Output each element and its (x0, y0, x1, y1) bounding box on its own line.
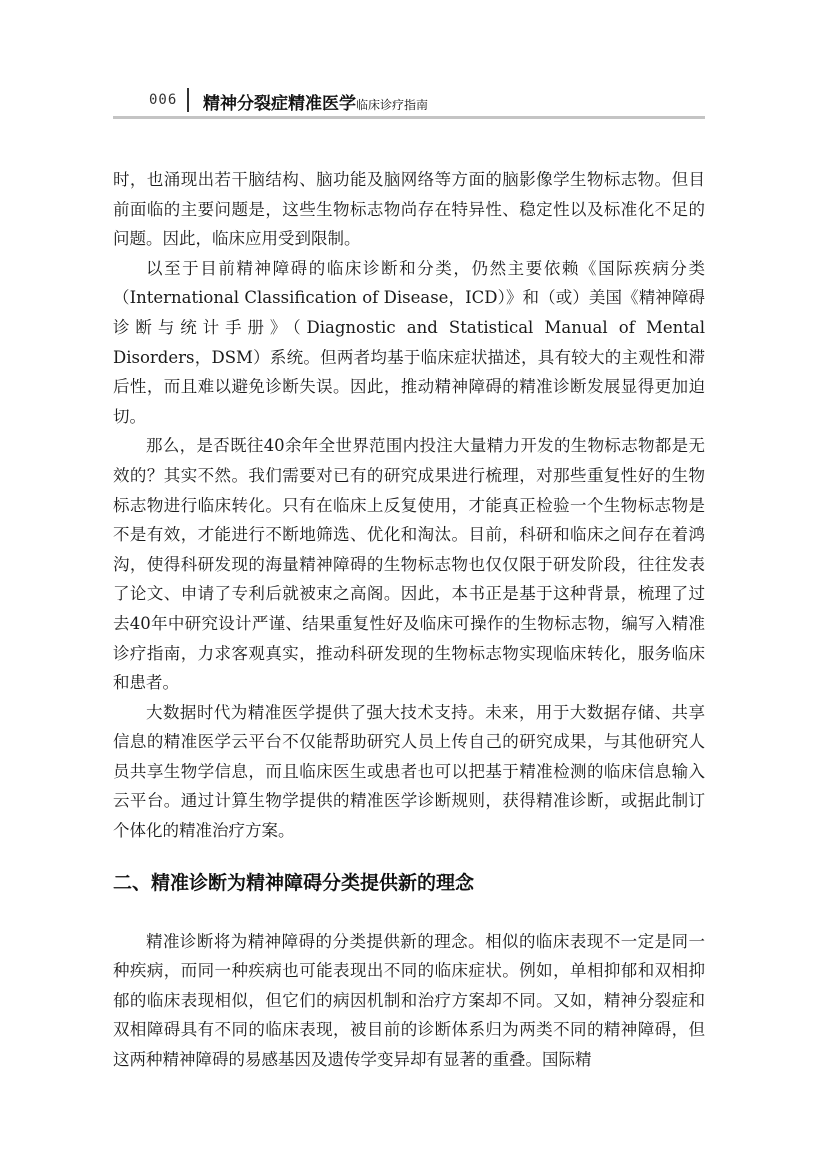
header-divider (187, 88, 189, 112)
section-heading: 二、精准诊断为精神障碍分类提供新的理念 (113, 871, 475, 894)
running-header (113, 88, 705, 120)
header-rule (113, 116, 705, 119)
body-paragraph: 大数据时代为精准医学提供了强大技术支持。未来，用于大数据存储、共享信息的精准医学云平台不仅能帮助研究人员上传自己的研究成果，与其他研究人员共享生物学信息，而且临床医生或患者也可以把基于精准检测的临床信息输入云平台。通过计算生物学提供的精准医学诊断规则，获得精准诊断，或据此制订个体化的精准治疗方案。 (113, 702, 705, 841)
page-body (113, 165, 705, 1075)
section-paragraph: 精准诊断将为精神障碍的分类提供新的理念。相似的临床表现不一定是同一种疾病，而同一种疾病也可能表现出不同的临床症状。例如，单相抑郁和双相抑郁的临床表现相似，但它们的病因机制和治疗方案却不同。又如，精神分裂症和双相障碍具有不同的临床表现，被目前的诊断体系归为两类不同的精神障碍，但这两种精神障碍的易感基因及遗传学变异却有显著的重叠。国际精 (113, 931, 705, 1070)
page-number: 006 (149, 92, 178, 108)
book-title (203, 89, 428, 114)
book-title-main: 精神分裂症精准医学 (203, 94, 356, 114)
body-paragraph: 那么，是否既往40余年全世界范围内投注大量精力开发的生物标志物都是无效的？其实不然。我们需要对已有的研究成果进行梳理，对那些重复性好的生物标志物进行临床转化。只有在临床上反复使用，才能真正检验一个生物标志物是不是有效，才能进行不断地筛选、优化和淘汰。目前，科研和临床之间存在着鸿沟，使得科研发现的海量精神障碍的生物标志物也仅仅限于研发阶段，往往发表了论文、申请了专利后就被束之高阁。因此，本书正是基于这种背景，梳理了过去40年中研究设计严谨、结果重复性好及临床可操作的生物标志物，编写入精准诊疗指南，力求客观真实，推动科研发现的生物标志物实现临床转化，服务临床和患者。 (113, 436, 705, 693)
body-paragraph: 以至于目前精神障碍的临床诊断和分类，仍然主要依赖《国际疾病分类（International Classification of Disease，ICD）》和（或）美国《精神障碍诊断与统计手册》（Diagnostic and Statistical Manual of Mental Disorders，DSM）系统。但两者均基于临床症状描述，具有较大的主观性和滞后性，而且难以避免诊断失误。因此，推动精神障碍的精准诊断发展显得更加迫切。 (113, 258, 705, 426)
body-paragraph: 时，也涌现出若干脑结构、脑功能及脑网络等方面的脑影像学生物标志物。但目前面临的主要问题是，这些生物标志物尚存在特异性、稳定性以及标准化不足的问题。因此，临床应用受到限制。 (113, 170, 705, 249)
book-title-subtitle: 临床诊疗指南 (356, 98, 429, 112)
